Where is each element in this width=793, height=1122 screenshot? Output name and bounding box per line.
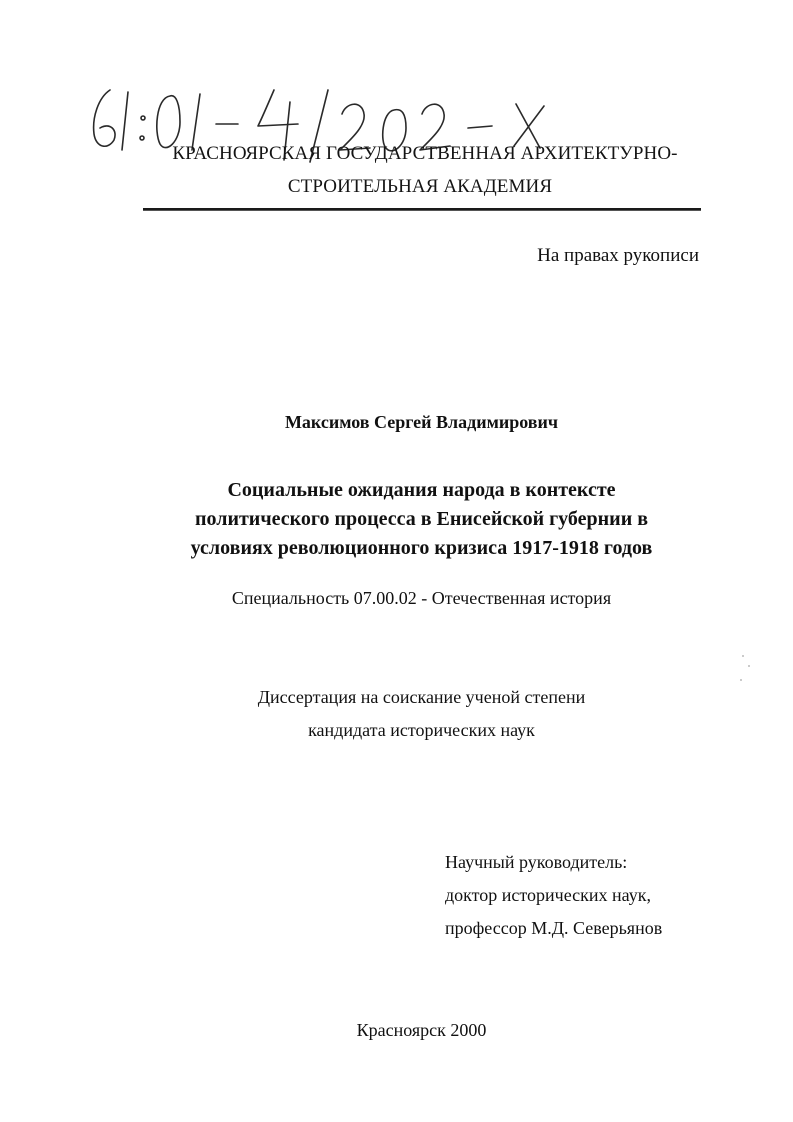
advisor-label: Научный руководитель: bbox=[445, 852, 628, 872]
header-divider bbox=[143, 208, 701, 211]
title-line-1: Социальные ожидания народа в контексте bbox=[227, 479, 616, 501]
dissertation-degree-line-2: кандидата исторических наук bbox=[308, 720, 535, 740]
scan-speck bbox=[740, 679, 742, 681]
advisor-name: профессор М.Д. Северьянов bbox=[445, 918, 663, 938]
advisor-degree: доктор исторических наук, bbox=[445, 885, 651, 905]
dissertation-title bbox=[180, 476, 663, 563]
author-name: Максимов Сергей Владимирович bbox=[284, 412, 559, 432]
title-line-2: политического процесса в Енисейской губернии в bbox=[194, 508, 649, 530]
city-year: Красноярск 2000 bbox=[356, 1020, 487, 1040]
specialty-line: Специальность 07.00.02 - Отечественная история bbox=[231, 588, 612, 608]
institution-name-line-2: СТРОИТЕЛЬНАЯ АКАДЕМИЯ bbox=[287, 176, 553, 197]
scan-speck bbox=[748, 665, 750, 667]
title-line-3: условиях революционного кризиса 1917-1918 годов bbox=[190, 537, 653, 559]
rights-note: На правах рукописи bbox=[537, 245, 699, 266]
scan-speck bbox=[742, 655, 744, 657]
dissertation-degree-line-1: Диссертация на соискание ученой степени bbox=[257, 687, 586, 707]
institution-name-line-1: КРАСНОЯРСКАЯ ГОСУДАРСТВЕННАЯ АРХИТЕКТУРНО- bbox=[172, 143, 678, 164]
